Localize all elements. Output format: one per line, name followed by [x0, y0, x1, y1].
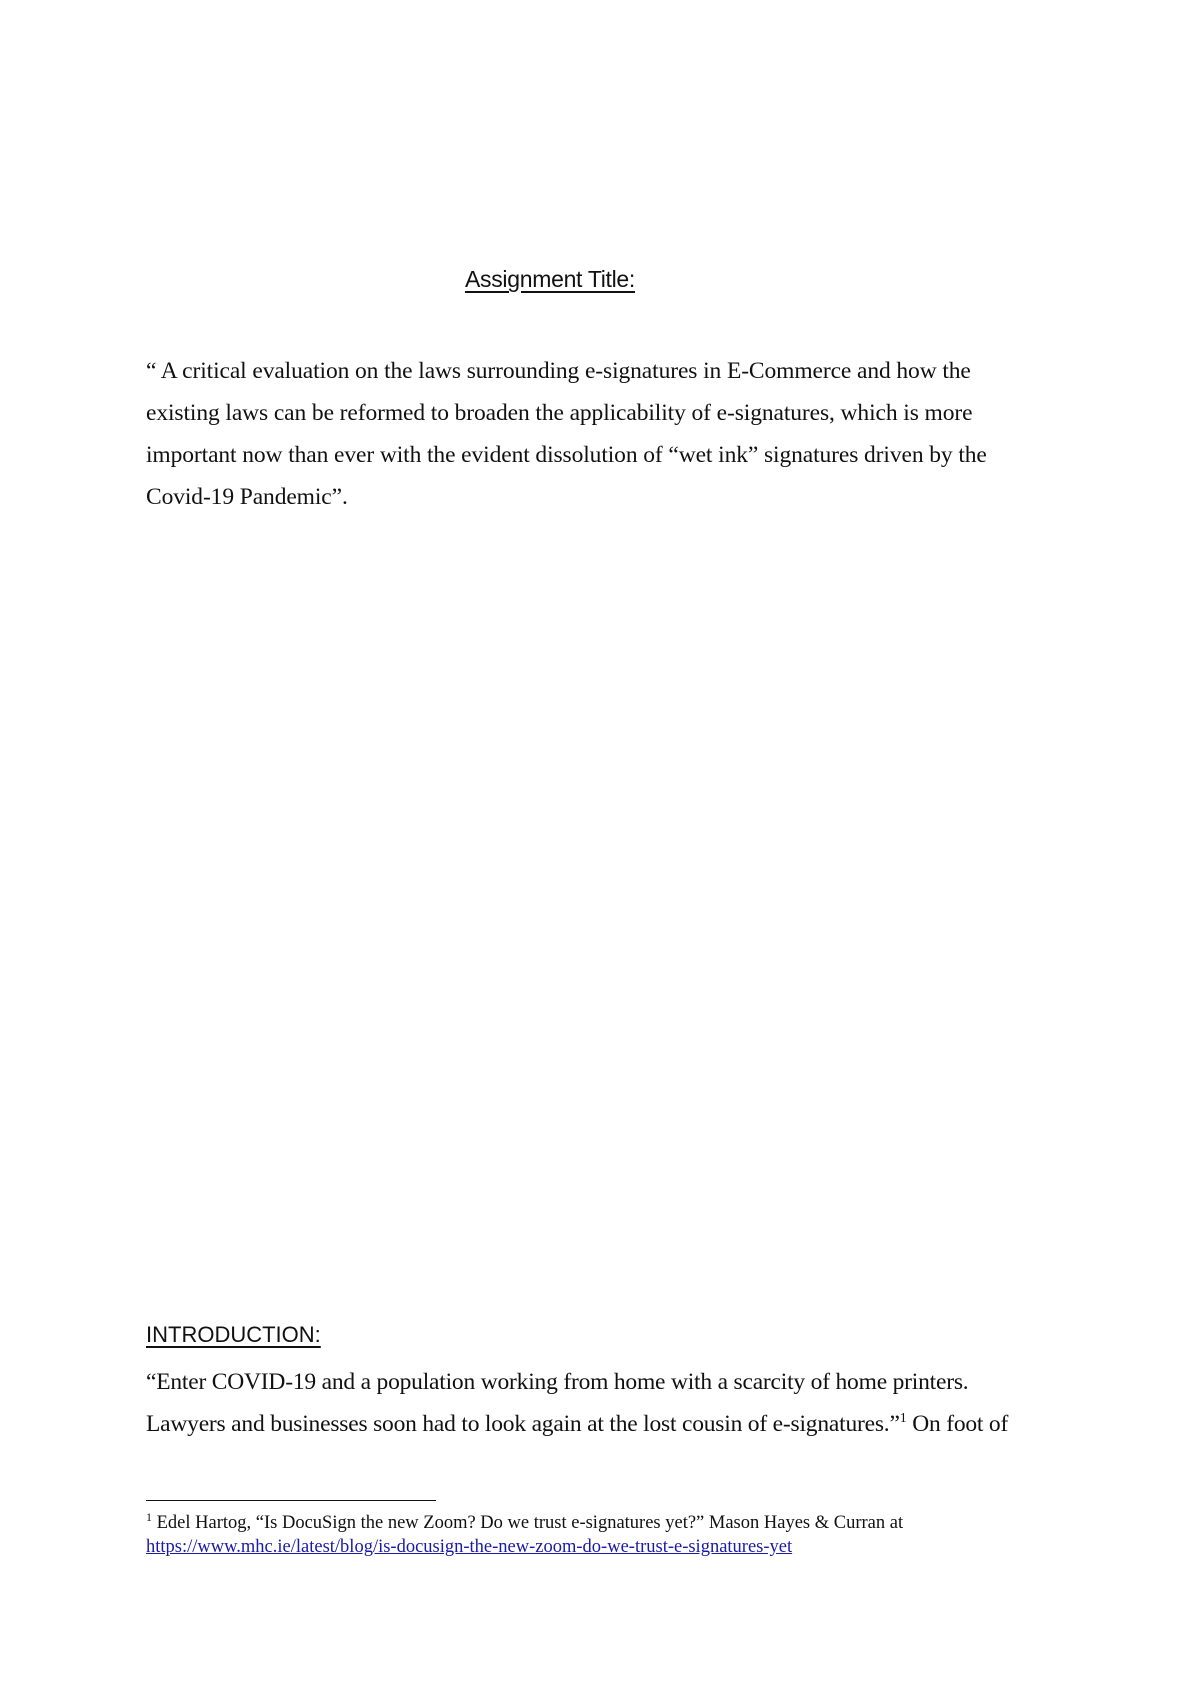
quote-line-4: Covid-19 Pandemic”. [146, 484, 348, 510]
introduction-heading: INTRODUCTION: [146, 1322, 321, 1347]
footnote-number: 1 [146, 1509, 152, 1524]
intro-line-2: Lawyers and businesses soon had to look again at the lost cousin of e-signatures.” [146, 1411, 900, 1437]
quote-line-3: important now than ever with the evident dissolution of “wet ink” signatures driven by the [146, 442, 987, 468]
intro-line-1: “Enter COVID-19 and a population working from home with a scarcity of home printers. [146, 1369, 969, 1395]
assignment-title-quote [146, 350, 1046, 518]
footnote-link[interactable]: https://www.mhc.ie/latest/blog/is-docusign-the-new-zoom-do-we-trust-e-signatures-yet [146, 1537, 793, 1557]
intro-line-2-tail: On foot of [906, 1411, 1009, 1437]
assignment-title-label: Assignment Title: [464, 266, 636, 292]
footnote-separator [146, 1500, 436, 1501]
footnote-text: Edel Hartog, “Is DocuSign the new Zoom? Do we trust e-signatures yet?” Mason Hayes & Curran at [152, 1513, 904, 1533]
introduction-paragraph [146, 1361, 1086, 1445]
footnote-reference[interactable]: 1 [899, 1411, 907, 1427]
footnote [146, 1511, 1046, 1559]
quote-line-2: existing laws can be reformed to broaden the applicability of e-signatures, which is more [146, 400, 973, 426]
quote-line-1: “ A critical evaluation on the laws surrounding e-signatures in E-Commerce and how the [146, 358, 971, 384]
